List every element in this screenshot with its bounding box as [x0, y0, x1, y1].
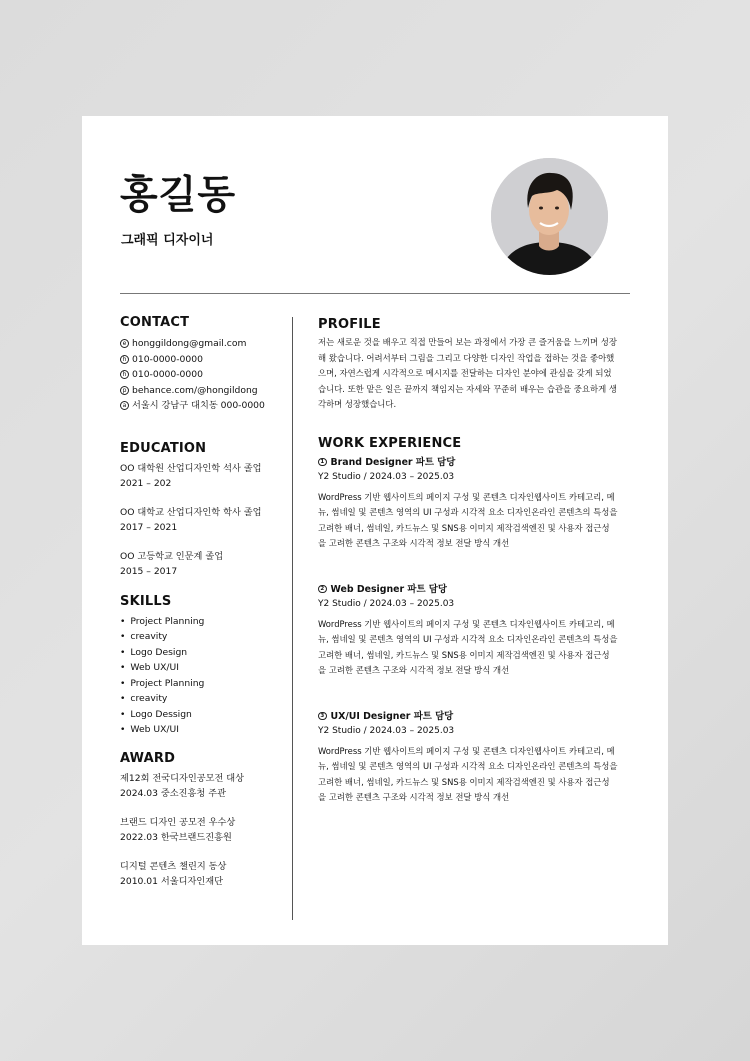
experience-role: 2 Web Designer 파트 담당	[318, 582, 634, 597]
email-icon: e	[120, 339, 129, 348]
education-item: OO 대학교 산업디자인학 학사 졸업 2017 – 2021	[120, 506, 262, 533]
experience-meta: Y2 Studio / 2024.03 – 2025.03	[318, 725, 455, 736]
experience-desc: WordPress 기반 웹사이트의 페이지 구성 및 콘텐츠 디자인웹사이트 카테고리, 메 뉴, 썸네일 및 콘텐츠 영역의 UI 구성과 시각적 요소 디자인온라인 콘텐츠의 특성을 고려한 배너, 썸네일, 카드뉴스 및 SNS용 이미지 제작검색엔진 및 사용자 접근성 을 고려한 콘텐츠 구조와 시각적 정보 전달 방식 개선	[318, 745, 618, 802]
award-item: 제12회 전국디자인공모전 대상 2024.03 중소진흥청 주관	[120, 772, 245, 799]
contact-section	[120, 314, 285, 414]
contact-email: e honggildong@gmail.com	[120, 336, 285, 352]
skill-item: • Web UX/UI	[120, 660, 285, 676]
experience-meta: Y2 Studio / 2024.03 – 2025.03	[318, 471, 455, 482]
experience-item	[318, 709, 634, 806]
experience-role: 3 UX/UI Designer 파트 담당	[318, 709, 634, 724]
experience-section	[318, 435, 634, 806]
skill-item: • Logo Dessign	[120, 707, 285, 723]
experience-meta: Y2 Studio / 2024.03 – 2025.03	[318, 598, 455, 609]
experience-item	[318, 582, 634, 679]
education-section	[120, 440, 285, 580]
left-column	[120, 314, 285, 903]
address-icon: a	[120, 401, 129, 410]
award-title: AWARD	[120, 750, 176, 766]
contact-title: CONTACT	[120, 315, 190, 330]
number-3-icon: 3	[318, 712, 327, 721]
education-item: OO 고등학교 인문계 졸업 2015 – 2017	[120, 550, 224, 577]
phone-icon: h	[120, 355, 129, 364]
header-divider	[120, 293, 630, 294]
education-title: EDUCATION	[120, 440, 207, 456]
education-item: OO 대학원 산업디자인학 석사 졸업 2021 – 202	[120, 462, 262, 489]
skill-item: • Project Planning	[120, 676, 285, 692]
skills-section	[120, 593, 285, 738]
column-divider	[292, 317, 293, 920]
number-1-icon: 1	[318, 458, 327, 467]
profile-title: PROFILE	[318, 317, 381, 332]
experience-desc: WordPress 기반 웹사이트의 페이지 구성 및 콘텐츠 디자인웹사이트 카테고리, 메 뉴, 썸네일 및 콘텐츠 영역의 UI 구성과 시각적 요소 디자인온라인 콘텐츠의 특성을 고려한 배너, 썸네일, 카드뉴스 및 SNS용 이미지 제작검색엔진 및 사용자 접근성 을 고려한 콘텐츠 구조와 시각적 정보 전달 방식 개선	[318, 618, 618, 675]
resume-page	[82, 116, 668, 945]
award-item: 디지털 콘텐츠 챌린지 동상 2010.01 서울디자인재단	[120, 860, 227, 887]
experience-title: WORK EXPERIENCE	[318, 435, 462, 451]
contact-phone: h 010-0000-0000	[120, 352, 285, 368]
contact-phone-2: h 010-0000-0000	[120, 367, 285, 383]
skill-item: • Project Planning	[120, 614, 285, 630]
skills-title: SKILLS	[120, 593, 172, 609]
skill-item: • Logo Design	[120, 645, 285, 661]
experience-desc: WordPress 기반 웹사이트의 페이지 구성 및 콘텐츠 디자인웹사이트 카테고리, 메 뉴, 썸네일 및 콘텐츠 영역의 UI 구성과 시각적 요소 디자인온라인 콘텐츠의 특성을 고려한 배너, 썸네일, 카드뉴스 및 SNS용 이미지 제작검색엔진 및 사용자 접근성 을 고려한 콘텐츠 구조와 시각적 정보 전달 방식 개선	[318, 491, 618, 548]
skill-item: • creavity	[120, 629, 285, 645]
phone-icon: h	[120, 370, 129, 379]
contact-portfolio: p behance.com/@hongildong	[120, 383, 285, 399]
award-item: 브랜드 디자인 공모전 우수상 2022.03 한국브랜드진흥원	[120, 816, 236, 843]
skill-item: • creavity	[120, 691, 285, 707]
person-job-title: 그래픽 디자이너	[121, 233, 214, 248]
experience-item	[318, 455, 634, 552]
profile-section	[318, 316, 634, 413]
contact-address: a 서울시 강남구 대치동 000-0000	[120, 398, 285, 414]
experience-role: 1 Brand Designer 파트 담당	[318, 455, 634, 470]
skill-item: • Web UX/UI	[120, 722, 285, 738]
portfolio-icon: p	[120, 386, 129, 395]
number-2-icon: 2	[318, 585, 327, 594]
award-section	[120, 750, 285, 890]
right-column	[318, 316, 634, 806]
profile-photo	[491, 158, 608, 275]
person-name: 홍길동	[120, 173, 237, 218]
profile-text: 저는 새로운 것을 배우고 직접 만들어 보는 과정에서 가장 큰 즐거움을 느끼며 성장 해 왔습니다. 어려서부터 그림을 그리고 다양한 디자인 작업을 접하는 것을 좋아했 으며, 자연스럽게 시각적으로 메시지를 전달하는 디자인 분야에 관심을 갖게 되었 습니다. 또한 맡은 일은 끝까지 책임지는 자세와 꾸준히 배우는 습관을 중요하게 생 각하며 성장했습니다.	[318, 337, 617, 409]
